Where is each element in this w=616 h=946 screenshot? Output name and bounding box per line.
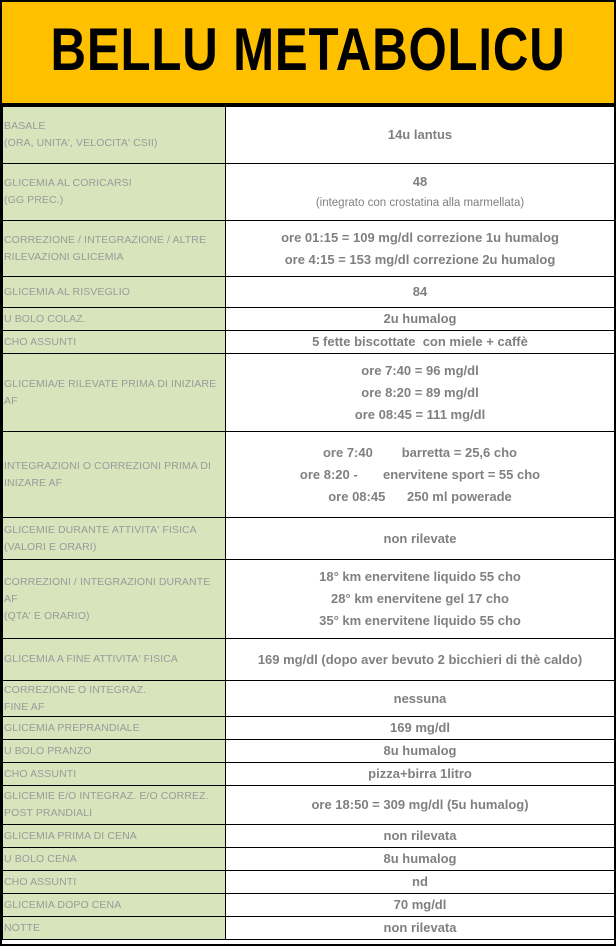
row-value — [226, 107, 615, 164]
table-row — [3, 639, 615, 681]
value-line: 169 mg/dl (dopo aver bevuto 2 bicchieri di thè caldo) — [257, 651, 583, 667]
row-label: CHO ASSUNTI — [3, 871, 226, 894]
row-label: GLICEMIA DOPO CENA — [3, 894, 226, 917]
value-line: non rilevata — [383, 828, 457, 843]
row-label: BASALE (ORA, UNITA', VELOCITA' CSII) — [3, 107, 226, 164]
table-row — [3, 107, 615, 164]
row-value — [226, 825, 615, 848]
row-label: U BOLO CENA — [3, 848, 226, 871]
row-value — [226, 871, 615, 894]
row-label: CHO ASSUNTI — [3, 763, 226, 786]
table-row — [3, 917, 615, 940]
value-line: ore 18:50 = 309 mg/dl (5u humalog) — [311, 797, 529, 812]
row-value — [226, 308, 615, 331]
log-table — [2, 106, 615, 940]
row-value — [226, 221, 615, 277]
row-label: U BOLO COLAZ. — [3, 308, 226, 331]
value-line: 169 mg/dl — [390, 720, 450, 735]
row-label: GLICEMIE DURANTE ATTIVITA' FISICA (VALORI E ORARI) — [3, 518, 226, 560]
row-value — [226, 917, 615, 940]
table-row — [3, 354, 615, 432]
row-label: GLICEMIA AL CORICARSI (GG PREC.) — [3, 164, 226, 221]
value-note: (integrato con crostatina alla marmellata) — [315, 197, 525, 209]
row-value — [226, 786, 615, 825]
row-label: GLICEMIA PREPRANDIALE — [3, 717, 226, 740]
value-line: 8u humalog — [383, 851, 457, 866]
value-line: ore 8:20 = 89 mg/dl — [361, 384, 479, 400]
row-value — [226, 277, 615, 308]
value-line: 35° km enervitene liquido 55 cho — [319, 613, 521, 628]
table-row — [3, 848, 615, 871]
row-label: CHO ASSUNTI — [3, 331, 226, 354]
row-value — [226, 740, 615, 763]
value-line: ore 7:40 = 96 mg/dl — [361, 362, 479, 378]
value-line: ore 08:45 250 ml powerade — [328, 488, 512, 504]
table-row — [3, 871, 615, 894]
table-row — [3, 894, 615, 917]
value-line: ore 08:45 = 111 mg/dl — [354, 406, 486, 422]
row-value — [226, 432, 615, 518]
row-label: GLICEMIA AL RISVEGLIO — [3, 277, 226, 308]
row-label: GLICEMIA PRIMA DI CENA — [3, 825, 226, 848]
value-line: pizza+birra 1litro — [368, 766, 472, 781]
value-line: non rilevata — [383, 920, 457, 935]
row-label: NOTTE — [3, 917, 226, 940]
value-line: 28° km enervitene gel 17 cho — [331, 591, 509, 606]
table-row — [3, 825, 615, 848]
value-line: 18° km enervitene liquido 55 cho — [319, 569, 521, 584]
row-value — [226, 894, 615, 917]
value-line: 5 fette biscottate con miele + caffè — [312, 334, 528, 349]
table-row — [3, 560, 615, 639]
table-row — [3, 518, 615, 560]
value-line: 14u lantus — [387, 127, 453, 142]
value-line: 8u humalog — [383, 743, 457, 758]
log-table-body — [3, 107, 615, 940]
row-value — [226, 763, 615, 786]
value-line: non rilevate — [383, 530, 457, 546]
row-value — [226, 560, 615, 639]
table-row — [3, 164, 615, 221]
value-line: ore 01:15 = 109 mg/dl correzione 1u humalog — [281, 229, 559, 245]
table-row — [3, 786, 615, 825]
row-label: GLICEMIE E/O INTEGRAZ. E/O CORREZ. POST PRANDIALI — [3, 786, 226, 825]
table-row — [3, 740, 615, 763]
value-line: nessuna — [393, 690, 447, 706]
table-row — [3, 717, 615, 740]
row-value — [226, 848, 615, 871]
row-label: CORREZIONI / INTEGRAZIONI DURANTE AF (QTA' E ORARIO) — [3, 560, 226, 639]
value-line: 70 mg/dl — [393, 897, 447, 912]
value-line: nd — [412, 874, 428, 889]
table-row — [3, 432, 615, 518]
value-line: 48 — [412, 174, 428, 189]
row-label: CORREZIONE O INTEGRAZ. FINE AF — [3, 681, 226, 717]
value-line: ore 4:15 = 153 mg/dl correzione 2u humalog — [284, 251, 556, 267]
row-value — [226, 354, 615, 432]
value-line: ore 7:40 barretta = 25,6 cho — [322, 444, 517, 460]
row-value — [226, 717, 615, 740]
value-line: 2u humalog — [383, 311, 457, 326]
row-value — [226, 331, 615, 354]
row-label: GLICEMIA A FINE ATTIVITA' FISICA — [3, 639, 226, 681]
table-row — [3, 763, 615, 786]
table-row — [3, 681, 615, 717]
row-value — [226, 681, 615, 717]
table-row — [3, 331, 615, 354]
page-title: BELLU METABOLICU — [50, 15, 566, 83]
table-row — [3, 221, 615, 277]
row-value — [226, 639, 615, 681]
row-label: U BOLO PRANZO — [3, 740, 226, 763]
row-value — [226, 518, 615, 560]
value-line: ore 8:20 - enervitene sport = 55 cho — [299, 466, 541, 482]
title-banner — [2, 2, 614, 106]
value-line: 84 — [412, 284, 428, 299]
row-label: CORREZIONE / INTEGRAZIONE / ALTRE RILEVAZIONI GLICEMIA — [3, 221, 226, 277]
table-row — [3, 308, 615, 331]
row-label: INTEGRAZIONI O CORREZIONI PRIMA DI INIZARE AF — [3, 432, 226, 518]
row-value — [226, 164, 615, 221]
row-label: GLICEMIA/E RILEVATE PRIMA DI INIZIARE AF — [3, 354, 226, 432]
table-row — [3, 277, 615, 308]
